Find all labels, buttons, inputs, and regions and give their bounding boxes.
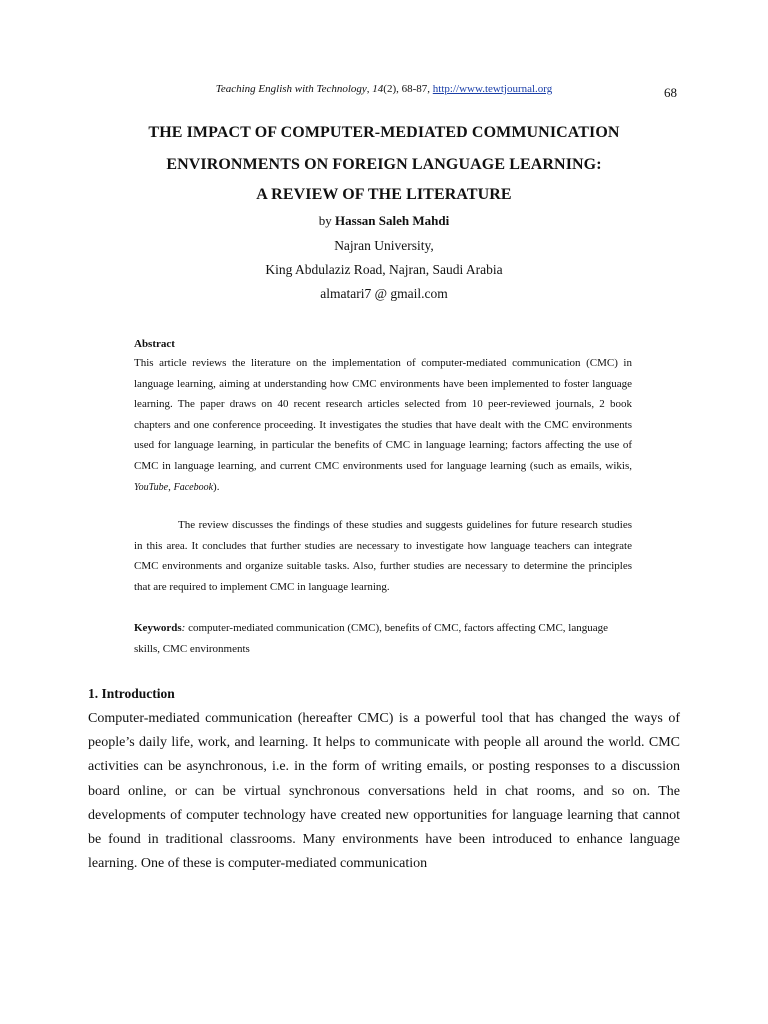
title-line-3: A REVIEW OF THE LITERATURE — [256, 186, 512, 203]
author-affiliation: Najran University, — [334, 238, 434, 253]
byline — [0, 213, 768, 229]
facebook-brand: Facebook — [173, 481, 214, 493]
title-line-1: THE IMPACT OF COMPUTER-MEDIATED COMMUNICATION — [148, 124, 620, 141]
journal-volume: 14 — [372, 83, 384, 95]
running-header: Teaching English with Technology, 14(2), 68-87, http://www.tewtjournal.org — [215, 83, 553, 95]
author-name: Hassan Saleh Mahdi — [335, 213, 450, 228]
introduction-body: Computer-mediated communication (hereafter CMC) is a powerful tool that has changed the ways of people’s daily life, work, and learning. It helps to communicate with people all around the world. CMC activities can be asynchronous, i.e. in the form of writing emails, or posting responses to a discussion board online, or can be virtual synchronous conversations held in chat rooms, and so on. The developments of computer technology have created new opportunities for language learning that cannot be found in traditional classrooms. Many environments have been introduced to enhance language learning. One of these is computer-mediated communication — [88, 711, 680, 872]
title-line-2: ENVIRONMENTS ON FOREIGN LANGUAGE LEARNING: — [166, 156, 602, 173]
journal-name: Teaching English with Technology — [215, 83, 367, 95]
journal-issue-pages: (2), 68-87, — [383, 83, 431, 95]
author-email: almatari7 @ gmail.com — [320, 286, 448, 301]
abstract-heading: Abstract — [134, 338, 175, 350]
youtube-brand: YouTube — [134, 481, 169, 493]
by-label: by — [318, 213, 332, 228]
abstract-paragraph-1: This article reviews the literature on the implementation of computer-mediated communication (CMC) in language learning, aiming at understanding how CMC environments have been implemented to foster language learning. The paper draws on 40 recent research articles selected from 10 peer-reviewed journals, 2 book chapters and one conference proceeding. It investigates the studies that have dealt with the CMC environments used for language learning, in particular the benefits of CMC in language learning; factors affecting the use of CMC in language learning, and current CMC environments used for language learning (such as emails, wikis, YouTube, Facebook). — [134, 357, 632, 493]
keywords: Keywords: computer-mediated communication (CMC), benefits of CMC, factors affecting CMC, language skills, CMC environments — [134, 622, 609, 655]
journal-url-link[interactable]: http://www.tewtjournal.org — [432, 83, 553, 95]
keywords-list: computer-mediated communication (CMC), benefits of CMC, factors affecting CMC, language skills, CMC environments — [134, 622, 609, 655]
keywords-label: Keywords — [134, 622, 182, 634]
abstract-paragraph-2: The review discusses the findings of these studies and suggests guidelines for future research studies in this area. It concludes that further studies are necessary to investigate how language teachers can integrate CMC environments and organize suitable tasks. Also, further studies are necessary to determine the principles that are required to implement CMC in language learning. — [134, 519, 632, 593]
introduction-heading: 1. Introduction — [88, 686, 175, 701]
page-number: 68 — [664, 85, 677, 100]
abstract-p1-text: This article reviews the literature on the implementation of computer-mediated communication (CMC) in language learning, aiming at understanding how CMC environments have been implemented to foster language learning. The paper draws on 40 recent research articles selected from 10 peer-reviewed journals, 2 book chapters and one conference proceeding. It investigates the studies that have dealt with the CMC environments used for language learning, in particular the benefits of CMC in language learning; factors affecting the use of CMC in language learning, and current CMC environments used for language learning (such as emails, wikis, — [134, 357, 632, 472]
author-address: King Abdulaziz Road, Najran, Saudi Arabia — [265, 262, 503, 277]
